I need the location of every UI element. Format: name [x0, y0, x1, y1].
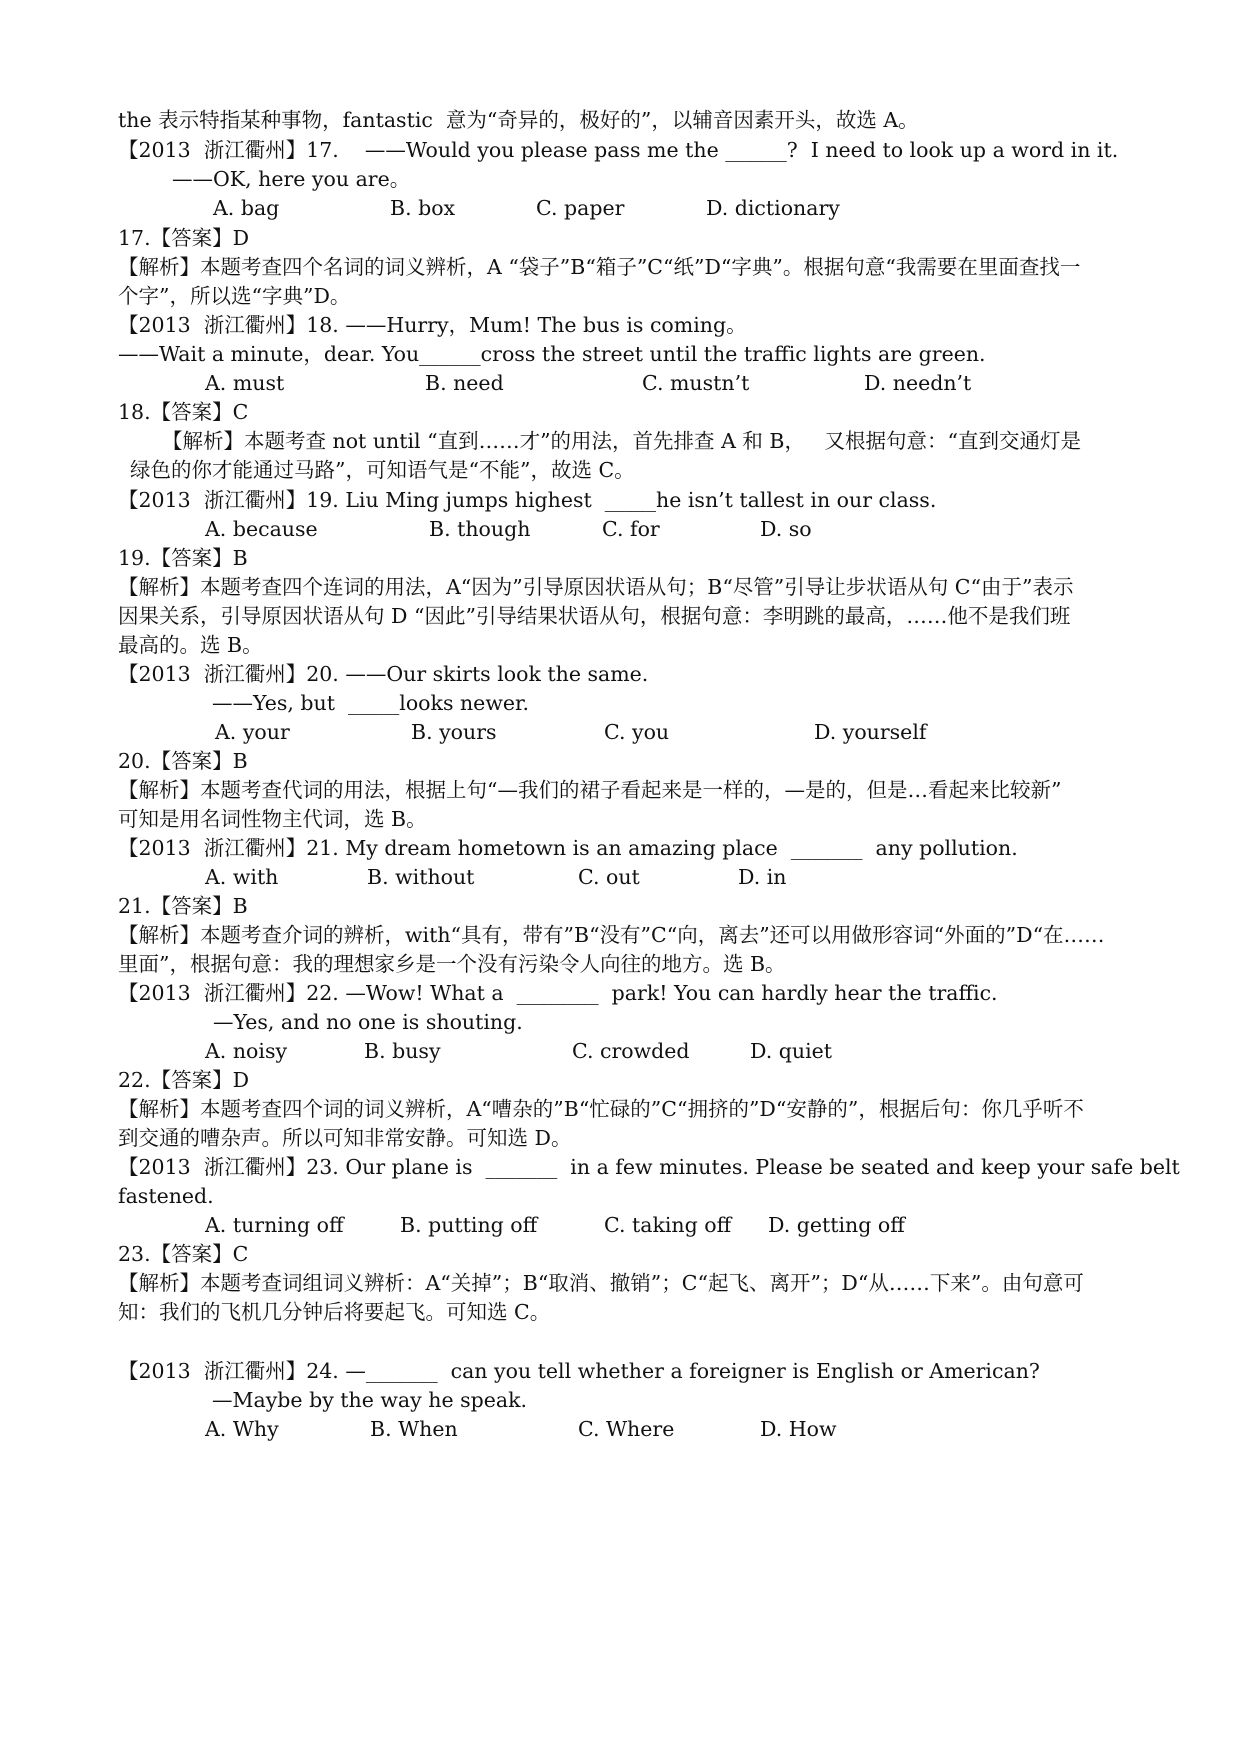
explanation-17-line-2: 个字”，所以选“字典”D。	[118, 284, 351, 308]
q24-option-c: C. Where	[578, 1417, 675, 1441]
explanation-19-line-2: 因果关系，引导原因状语从句 D “因此”引导结果状语从句，根据句意：李明跳的最高，……他不是我们班	[118, 604, 1071, 628]
q23-option-c: C. taking off	[604, 1213, 732, 1237]
explanation-23-line-2: 知：我们的飞机几分钟后将要起飞。可知选 C。	[118, 1300, 551, 1324]
explanation-19-line-3: 最高的。选 B。	[118, 633, 263, 657]
question-23: 【2013 浙江衢州】23. Our plane is _______ in a few minutes. Please be seated and keep your safe belt	[118, 1155, 1180, 1179]
q21-option-b: B. without	[367, 865, 475, 889]
q24-option-d: D. How	[760, 1417, 837, 1441]
q24-option-b: B. When	[370, 1417, 458, 1441]
question-19: 【2013 浙江衢州】19. Liu Ming jumps highest _____he isn’t tallest in our class.	[118, 488, 937, 512]
q22-option-d: D. quiet	[750, 1039, 832, 1063]
question-21: 【2013 浙江衢州】21. My dream hometown is an amazing place _______ any pollution.	[118, 836, 1018, 860]
question-23-continuation: fastened.	[118, 1184, 214, 1208]
explanation-17-line-1: 【解析】本题考查四个名词的词义辨析，A “袋子”B“箱子”C“纸”D“字典”。根据句意“我需要在里面查找一	[118, 255, 1081, 279]
explanation-18-line-2: 绿色的你才能通过马路”，可知语气是“不能”，故选 C。	[130, 458, 635, 482]
answer-17: 17.【答案】D	[118, 226, 250, 250]
explanation-21-line-2: 里面”，根据句意：我的理想家乡是一个没有污染令人向往的地方。选 B。	[118, 952, 786, 976]
q19-option-b: B. though	[429, 517, 531, 541]
explanation-23-line-1: 【解析】本题考查词组词义辨析：A“关掉”；B“取消、撤销”；C“起飞、离开”；D“从……下来”。由句意可	[118, 1271, 1084, 1295]
explanation-19-line-1: 【解析】本题考查四个连词的用法，A“因为”引导原因状语从句；B“尽管”引导让步状语从句 C“由于”表示	[118, 575, 1074, 599]
explanation-line: the 表示特指某种事物，fantastic 意为“奇异的，极好的”，以辅音因素开头，故选 A。	[118, 108, 919, 132]
answer-22: 22.【答案】D	[118, 1068, 250, 1092]
question-18: 【2013 浙江衢州】18. ——Hurry，Mum! The bus is coming。	[118, 313, 747, 337]
q21-option-a: A. with	[205, 865, 279, 889]
question-22-response: —Yes, and no one is shouting.	[213, 1010, 523, 1034]
q17-option-c: C. paper	[536, 196, 625, 220]
question-18-response: ——Wait a minute，dear. You______cross the street until the traffic lights are green.	[118, 342, 986, 366]
explanation-18-line-1: 【解析】本题考查 not until “直到……才”的用法，首先排查 A 和 B， 又根据句意：“直到交通灯是	[162, 429, 1081, 453]
q23-option-d: D. getting off	[768, 1213, 905, 1237]
answer-18: 18.【答案】C	[118, 400, 249, 424]
q21-option-d: D. in	[738, 865, 787, 889]
question-24-response: —Maybe by the way he speak.	[212, 1388, 528, 1412]
q19-option-c: C. for	[602, 517, 660, 541]
question-20: 【2013 浙江衢州】20. ——Our skirts look the same.	[118, 662, 649, 686]
question-20-response: ——Yes, but _____looks newer.	[212, 691, 530, 715]
q23-option-b: B. putting off	[400, 1213, 538, 1237]
q21-option-c: C. out	[578, 865, 640, 889]
q23-option-a: A. turning off	[205, 1213, 344, 1237]
q20-option-b: B. yours	[411, 720, 497, 744]
q17-option-b: B. box	[390, 196, 456, 220]
answer-20: 20.【答案】B	[118, 749, 248, 773]
explanation-21-line-1: 【解析】本题考查介词的辨析，with“具有，带有”B“没有”C“向，离去”还可以用做形容词“外面的”D“在……	[118, 923, 1105, 947]
q24-option-a: A. Why	[205, 1417, 279, 1441]
explanation-20-line-2: 可知是用名词性物主代词，选 B。	[118, 807, 427, 831]
q22-option-a: A. noisy	[205, 1039, 288, 1063]
q18-option-c: C. mustn’t	[642, 371, 750, 395]
q20-option-a: A. your	[215, 720, 290, 744]
explanation-20-line-1: 【解析】本题考查代词的用法，根据上句“—我们的裙子看起来是一样的，—是的，但是…看起来比较新”	[118, 778, 1062, 802]
q18-option-d: D. needn’t	[864, 371, 972, 395]
q22-option-b: B. busy	[364, 1039, 441, 1063]
q17-option-a: A. bag	[213, 196, 280, 220]
answer-21: 21.【答案】B	[118, 894, 248, 918]
q19-option-d: D. so	[760, 517, 812, 541]
q17-option-d: D. dictionary	[706, 196, 840, 220]
question-17-response: ——OK, here you are。	[172, 167, 411, 191]
q18-option-b: B. need	[425, 371, 504, 395]
q22-option-c: C. crowded	[572, 1039, 690, 1063]
q19-option-a: A. because	[205, 517, 318, 541]
question-22: 【2013 浙江衢州】22. —Wow! What a ________ park! You can hardly hear the traffic.	[118, 981, 998, 1005]
q20-option-d: D. yourself	[814, 720, 927, 744]
question-17: 【2013 浙江衢州】17. ——Would you please pass me the ______? I need to look up a word in it.	[118, 138, 1119, 162]
q20-option-c: C. you	[604, 720, 670, 744]
q18-option-a: A. must	[205, 371, 285, 395]
question-24: 【2013 浙江衢州】24. —_______ can you tell whether a foreigner is English or American?	[118, 1359, 1040, 1383]
answer-23: 23.【答案】C	[118, 1242, 249, 1266]
explanation-22-line-1: 【解析】本题考查四个词的词义辨析，A“嘈杂的”B“忙碌的”C“拥挤的”D“安静的”，根据后句：你几乎听不	[118, 1097, 1084, 1121]
answer-19: 19.【答案】B	[118, 546, 248, 570]
explanation-22-line-2: 到交通的嘈杂声。所以可知非常安静。可知选 D。	[118, 1126, 572, 1150]
